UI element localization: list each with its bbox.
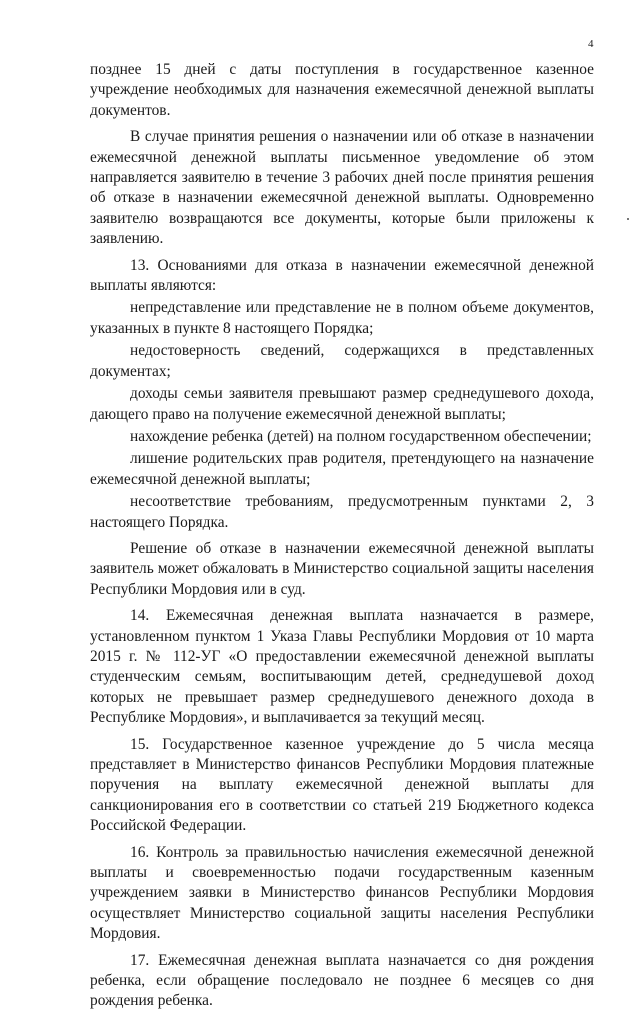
refusal-ground-state-care: нахождение ребенка (детей) на полном государственном обеспечении; xyxy=(130,427,592,445)
refusal-ground-requirements: несоответствие требованиям, предусмотренным пунктами 2, 3 настоящего Порядка. xyxy=(90,493,594,531)
page-number: 4 xyxy=(588,38,594,50)
refusal-ground-parental-rights: лишение родительских прав родителя, претендующего на назначение ежемесячной денежной выплаты; xyxy=(90,450,594,488)
refusal-ground-income: доходы семьи заявителя превышают размер среднедушевого дохода, дающего право на получение ежемесячной денежной выплаты; xyxy=(90,385,594,423)
document-body xyxy=(90,60,594,1012)
paragraph-17-start-date: 17. Ежемесячная денежная выплата назначается со дня рождения ребенка, если обращение последовало не позднее 6 месяцев со дня рождения ребенка. xyxy=(90,951,594,1010)
margin-mark xyxy=(627,218,629,220)
paragraph-15-payment-orders: 15. Государственное казенное учреждение до 5 числа месяца представляет в Министерство финансов Республики Мордовия платежные поручения на выплату ежемесячной денежной выплаты для санкционирования его в соответствии со статьей 219 Бюджетного кодекса Российской Федерации. xyxy=(90,735,594,835)
paragraph-continuation: позднее 15 дней с даты поступления в государственное казенное учреждение необходимых для назначения ежемесячной денежной выплаты документов. xyxy=(90,61,594,119)
paragraph-notification: В случае принятия решения о назначении или об отказе в назначении ежемесячной денежной выплаты письменное уведомление об этом направляется заявителю в течение 3 рабочих дней после принятия решения об отказе в назначении ежемесячной денежной выплаты. Одновременно заявителю возвращаются все документы, которые были приложены к заявлению. xyxy=(90,128,594,248)
paragraph-16-control: 16. Контроль за правильностью начисления ежемесячной денежной выплаты и своевременностью подачи государственным казенным учреждением заявки в Министерство финансов Республики Мордовия осуществляет Министерство социальной защиты населения Республики Мордовия. xyxy=(90,843,594,943)
paragraph-13-refusal-grounds: 13. Основаниями для отказа в назначении ежемесячной денежной выплаты являются: xyxy=(90,256,594,295)
refusal-ground-documents: непредставление или представление не в полном объеме документов, указанных в пункте 8 настоящего Порядка; xyxy=(90,299,594,337)
refusal-ground-inaccuracy: недостоверность сведений, содержащихся в представленных документах; xyxy=(90,342,594,380)
paragraph-appeal: Решение об отказе в назначении ежемесячной денежной выплаты заявитель может обжаловать в Министерство социальной защиты населения Республики Мордовия или в суд. xyxy=(90,539,594,598)
paragraph-14-amount: 14. Ежемесячная денежная выплата назначается в размере, установленном пунктом 1 Указа Главы Республики Мордовия от 10 марта 2015 г. № 112-УГ «О предоставлении ежемесячной денежной выплаты студенческим семьям, воспитывающим детей, среднедушевой доход которых не превышает размер среднедушевого денежного дохода в Республике Мордовия», и выплачивается за текущий месяц. xyxy=(90,607,594,727)
